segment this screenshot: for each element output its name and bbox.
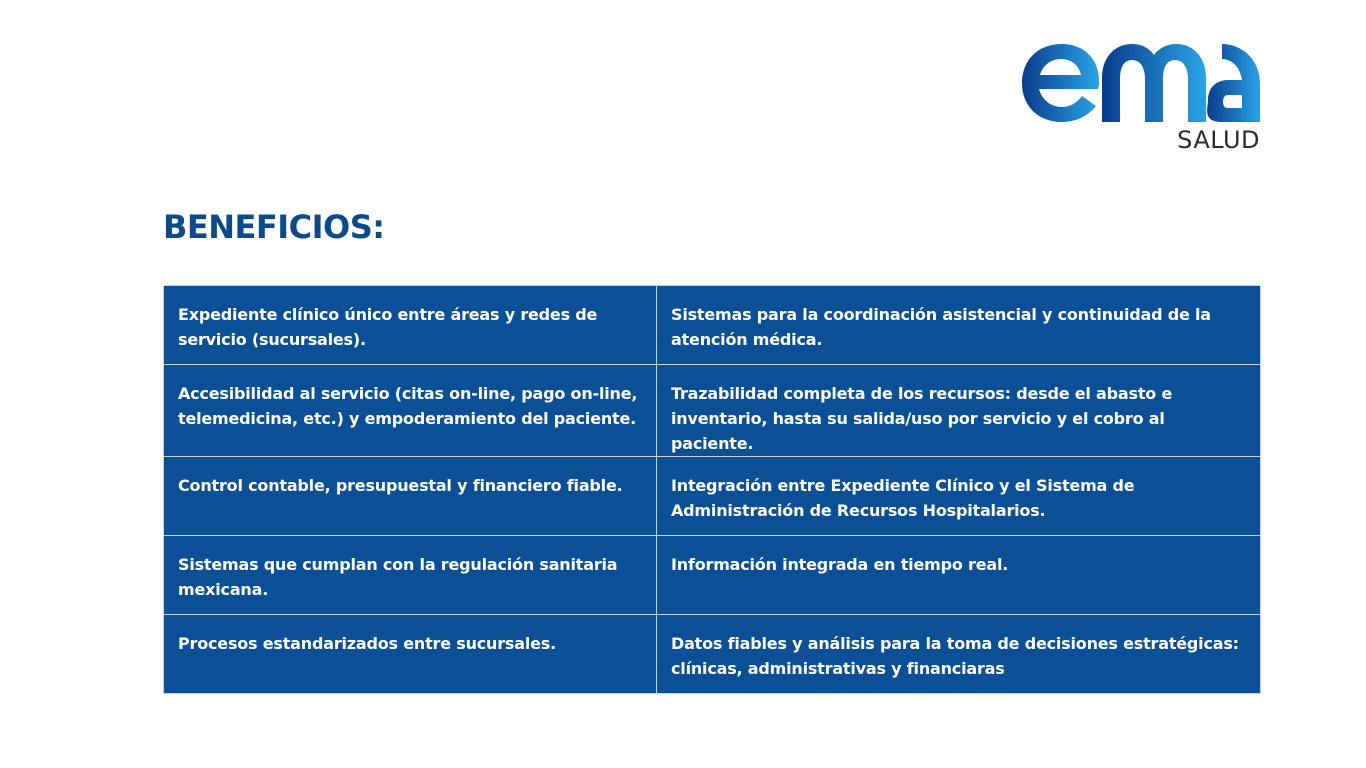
- benefits-table: [163, 285, 1261, 694]
- benefit-cell: Sistemas para la coordinación asistencial y continuidad de la atención médica.: [657, 286, 1261, 365]
- benefit-cell: Trazabilidad completa de los recursos: desde el abasto e inventario, hasta su salida/uso por servicio y el cobro al paciente.: [657, 365, 1261, 457]
- table-row: [164, 615, 1261, 694]
- page-title: BENEFICIOS:: [163, 208, 385, 246]
- ema-wordmark-logo: [1018, 38, 1264, 130]
- table-row: [164, 286, 1261, 365]
- benefit-cell: Información integrada en tiempo real.: [657, 536, 1261, 615]
- table-row: [164, 365, 1261, 457]
- benefit-cell: Control contable, presupuestal y financiero fiable.: [164, 457, 657, 536]
- benefit-cell: Integración entre Expediente Clínico y el Sistema de Administración de Recursos Hospitalarios.: [657, 457, 1261, 536]
- benefit-cell: Expediente clínico único entre áreas y redes de servicio (sucursales).: [164, 286, 657, 365]
- table-row: [164, 536, 1261, 615]
- benefit-cell: Datos fiables y análisis para la toma de decisiones estratégicas: clínicas, administrativas y financiaras: [657, 615, 1261, 694]
- benefit-cell: Procesos estandarizados entre sucursales.: [164, 615, 657, 694]
- table-row: [164, 457, 1261, 536]
- benefit-cell: Sistemas que cumplan con la regulación sanitaria mexicana.: [164, 536, 657, 615]
- logo-subtitle: SALUD: [1177, 126, 1260, 154]
- ema-salud-logo: [1018, 38, 1264, 158]
- benefit-cell: Accesibilidad al servicio (citas on-line, pago on-line, telemedicina, etc.) y empoderamiento del paciente.: [164, 365, 657, 457]
